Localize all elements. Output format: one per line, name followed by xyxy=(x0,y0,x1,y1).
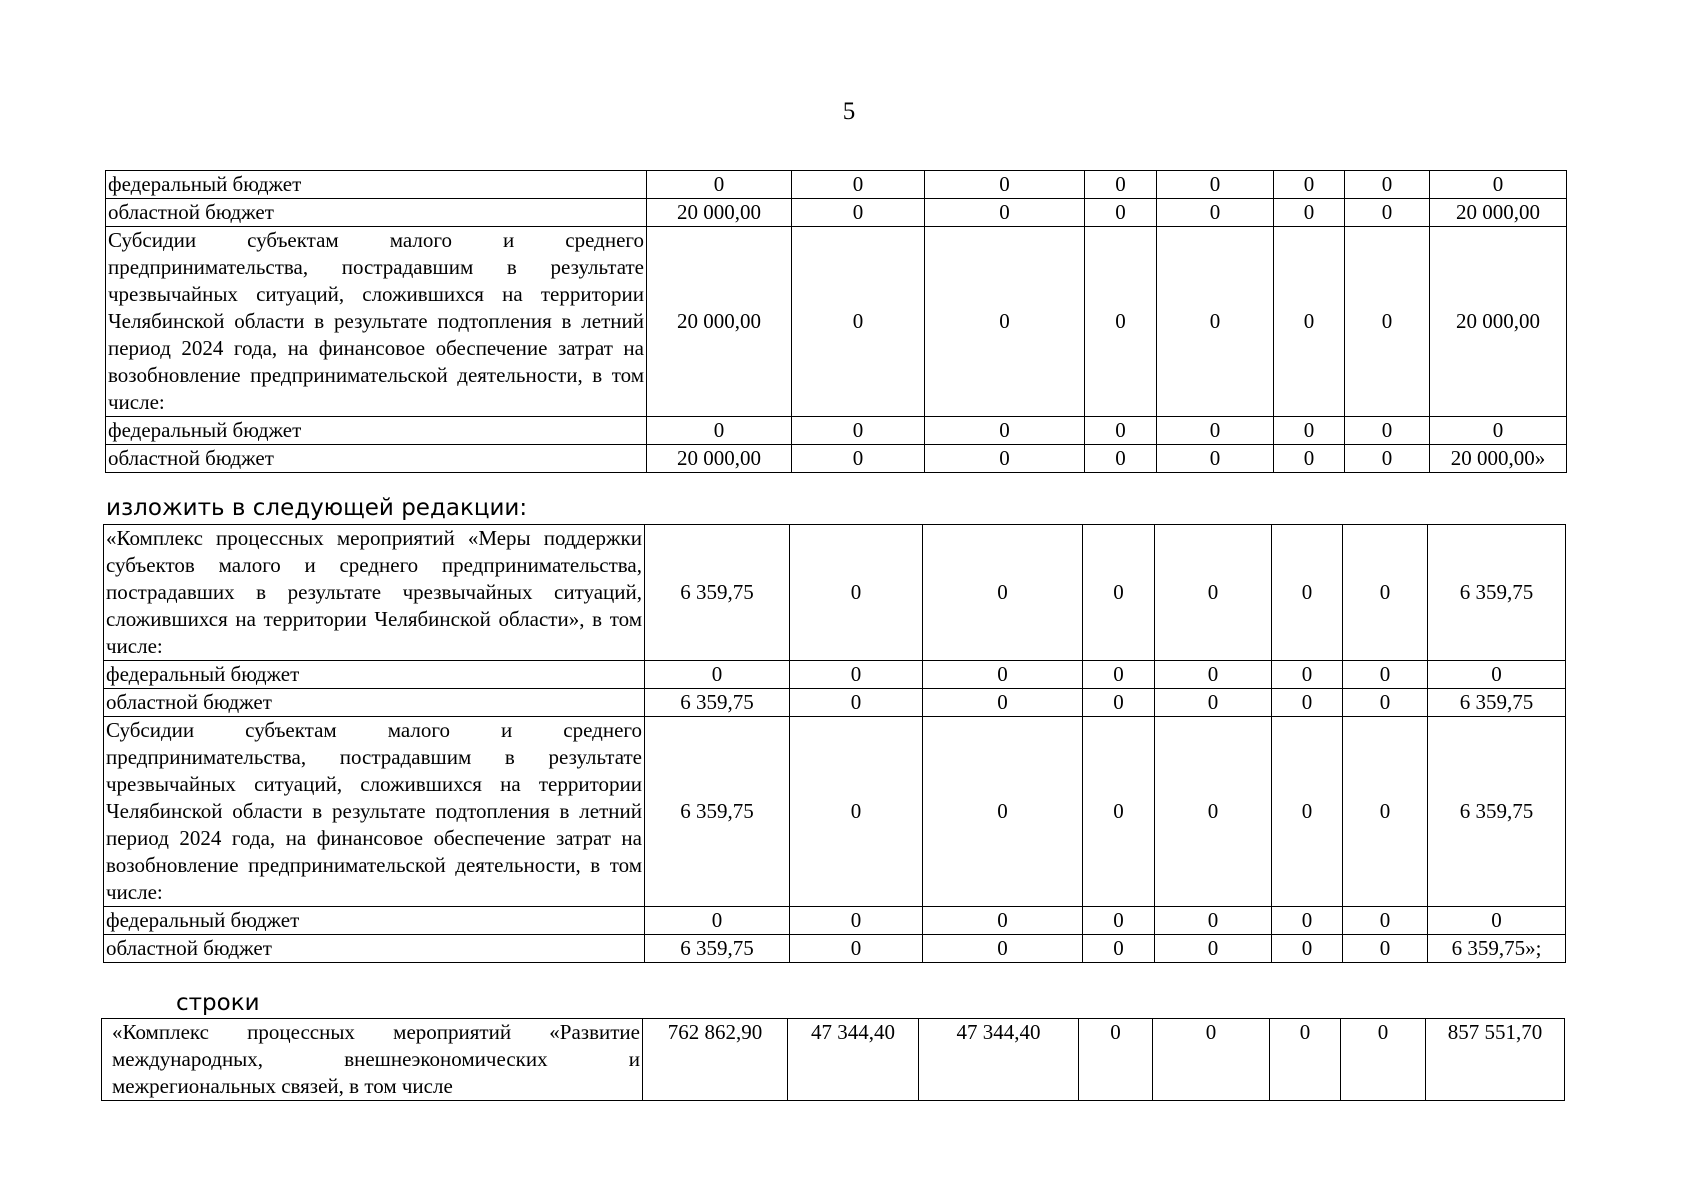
row-label: «Комплекс процессных мероприятий «Меры поддержки субъектов малого и среднего предпринимательства, пострадавших в результате чрезвычайных ситуаций, сложившихся на территории Челябинской области», в том числе: xyxy=(104,525,645,661)
table-cell: 0 xyxy=(790,935,923,963)
table-cell: 0 xyxy=(1153,1019,1270,1101)
table-cell: 0 xyxy=(1157,199,1274,227)
budget-table-next xyxy=(101,1018,1565,1101)
table-cell: 762 862,90 xyxy=(643,1019,788,1101)
table-cell: 20 000,00 xyxy=(647,199,792,227)
table-cell: 0 xyxy=(923,935,1083,963)
table-cell: 6 359,75 xyxy=(645,935,790,963)
table-cell: 0 xyxy=(1345,445,1430,473)
table-cell: 0 xyxy=(1343,935,1428,963)
table-cell: 0 xyxy=(1085,417,1157,445)
table-cell: 0 xyxy=(1428,907,1566,935)
table-cell: 20 000,00» xyxy=(1430,445,1567,473)
table-cell: 0 xyxy=(1157,227,1274,417)
table-cell: 0 xyxy=(1155,717,1272,907)
row-label: областной бюджет xyxy=(104,935,645,963)
table-cell: 0 xyxy=(1272,689,1343,717)
table-cell: 6 359,75 xyxy=(1428,717,1566,907)
table-cell: 0 xyxy=(1345,199,1430,227)
table-cell: 0 xyxy=(1155,935,1272,963)
row-label: Субсидии субъектам малого и среднего предпринимательства, пострадавшим в результате чрезвычайных ситуаций, сложившихся на территории Челябинской области в результате подтопления в летний период 2024 года, на финансовое обеспечение затрат на возобновление предпринимательской деятельности, в том числе: xyxy=(106,227,647,417)
table-cell: 0 xyxy=(1343,717,1428,907)
table-cell: 0 xyxy=(1343,907,1428,935)
table-cell: 0 xyxy=(1428,661,1566,689)
row-label: федеральный бюджет xyxy=(106,171,647,199)
table-cell: 857 551,70 xyxy=(1426,1019,1565,1101)
table-cell: 0 xyxy=(1083,717,1155,907)
table-cell: 0 xyxy=(923,525,1083,661)
table-cell: 6 359,75 xyxy=(645,689,790,717)
section-heading: строки xyxy=(176,990,260,1016)
table-cell: 0 xyxy=(1085,199,1157,227)
table-cell: 0 xyxy=(1155,689,1272,717)
table-cell: 0 xyxy=(1345,171,1430,199)
row-label: федеральный бюджет xyxy=(104,907,645,935)
table-cell: 0 xyxy=(1157,171,1274,199)
table-cell: 0 xyxy=(645,661,790,689)
table-cell: 0 xyxy=(1155,525,1272,661)
section-heading: изложить в следующей редакции: xyxy=(106,495,528,521)
table-cell: 0 xyxy=(925,227,1085,417)
table-cell: 0 xyxy=(1272,717,1343,907)
table-cell: 0 xyxy=(925,417,1085,445)
table-cell: 0 xyxy=(1157,445,1274,473)
table-row xyxy=(106,227,1567,417)
table-cell: 20 000,00 xyxy=(647,445,792,473)
table-cell: 0 xyxy=(1274,445,1345,473)
table-cell: 47 344,40 xyxy=(788,1019,919,1101)
table-cell: 0 xyxy=(923,689,1083,717)
table-cell: 6 359,75»; xyxy=(1428,935,1566,963)
table-cell: 0 xyxy=(925,199,1085,227)
table-cell: 6 359,75 xyxy=(645,717,790,907)
table-cell: 0 xyxy=(1083,525,1155,661)
table-cell: 0 xyxy=(792,171,925,199)
table-cell: 6 359,75 xyxy=(1428,689,1566,717)
table-cell: 0 xyxy=(790,717,923,907)
table-cell: 0 xyxy=(1085,445,1157,473)
table-cell: 0 xyxy=(792,445,925,473)
table-cell: 6 359,75 xyxy=(645,525,790,661)
table-cell: 0 xyxy=(925,445,1085,473)
table-cell: 0 xyxy=(792,199,925,227)
table-cell: 0 xyxy=(790,689,923,717)
table-row xyxy=(106,445,1567,473)
row-label: областной бюджет xyxy=(106,445,647,473)
table-cell: 0 xyxy=(1085,227,1157,417)
table-cell: 0 xyxy=(1345,227,1430,417)
table-cell: 0 xyxy=(645,907,790,935)
table-cell: 6 359,75 xyxy=(1428,525,1566,661)
table-cell: 0 xyxy=(923,907,1083,935)
table-cell: 0 xyxy=(1272,935,1343,963)
table-cell: 0 xyxy=(1079,1019,1153,1101)
row-label: областной бюджет xyxy=(106,199,647,227)
table-row xyxy=(104,661,1566,689)
table-cell: 20 000,00 xyxy=(1430,227,1567,417)
table-cell: 0 xyxy=(1083,689,1155,717)
table-cell: 0 xyxy=(1155,907,1272,935)
table-cell: 0 xyxy=(1083,907,1155,935)
table-cell: 0 xyxy=(1430,171,1567,199)
row-label: областной бюджет xyxy=(104,689,645,717)
table-cell: 0 xyxy=(1272,661,1343,689)
table-cell: 0 xyxy=(923,661,1083,689)
table-row xyxy=(104,525,1566,661)
page-number: 5 xyxy=(842,98,856,125)
table-cell: 0 xyxy=(923,717,1083,907)
table-row xyxy=(104,935,1566,963)
table-cell: 0 xyxy=(1157,417,1274,445)
budget-table-new xyxy=(103,524,1566,963)
row-label: федеральный бюджет xyxy=(106,417,647,445)
table-cell: 0 xyxy=(1430,417,1567,445)
table-cell: 0 xyxy=(790,525,923,661)
table-row xyxy=(106,199,1567,227)
table-row xyxy=(104,689,1566,717)
table-cell: 0 xyxy=(792,417,925,445)
table-cell: 0 xyxy=(1345,417,1430,445)
table-cell: 0 xyxy=(1155,661,1272,689)
table-cell: 0 xyxy=(790,907,923,935)
table-cell: 0 xyxy=(1085,171,1157,199)
table-cell: 0 xyxy=(1274,417,1345,445)
table-cell: 0 xyxy=(1272,525,1343,661)
table-row xyxy=(102,1019,1565,1101)
table-cell: 0 xyxy=(792,227,925,417)
table-cell: 0 xyxy=(1272,907,1343,935)
table-cell: 0 xyxy=(647,417,792,445)
table-cell: 20 000,00 xyxy=(647,227,792,417)
table-cell: 0 xyxy=(1341,1019,1426,1101)
table-row xyxy=(106,171,1567,199)
table-cell: 0 xyxy=(1083,935,1155,963)
table-cell: 0 xyxy=(1274,199,1345,227)
table-cell: 0 xyxy=(790,661,923,689)
table-row xyxy=(106,417,1567,445)
table-cell: 0 xyxy=(1343,661,1428,689)
row-label: федеральный бюджет xyxy=(104,661,645,689)
table-cell: 0 xyxy=(1274,171,1345,199)
table-cell: 0 xyxy=(1343,689,1428,717)
table-cell: 0 xyxy=(925,171,1085,199)
row-label: Субсидии субъектам малого и среднего предпринимательства, пострадавшим в результате чрезвычайных ситуаций, сложившихся на территории Челябинской области в результате подтопления в летний период 2024 года, на финансовое обеспечение затрат на возобновление предпринимательской деятельности, в том числе: xyxy=(104,717,645,907)
table-cell: 0 xyxy=(647,171,792,199)
table-row xyxy=(104,907,1566,935)
table-cell: 0 xyxy=(1270,1019,1341,1101)
table-cell: 0 xyxy=(1083,661,1155,689)
table-row xyxy=(104,717,1566,907)
table-cell: 47 344,40 xyxy=(919,1019,1079,1101)
budget-table-old xyxy=(105,170,1567,473)
table-cell: 0 xyxy=(1274,227,1345,417)
table-cell: 0 xyxy=(1343,525,1428,661)
row-label: «Комплекс процессных мероприятий «Развитие международных, внешнеэкономических и межрегиональных связей, в том числе xyxy=(102,1019,643,1101)
table-cell: 20 000,00 xyxy=(1430,199,1567,227)
